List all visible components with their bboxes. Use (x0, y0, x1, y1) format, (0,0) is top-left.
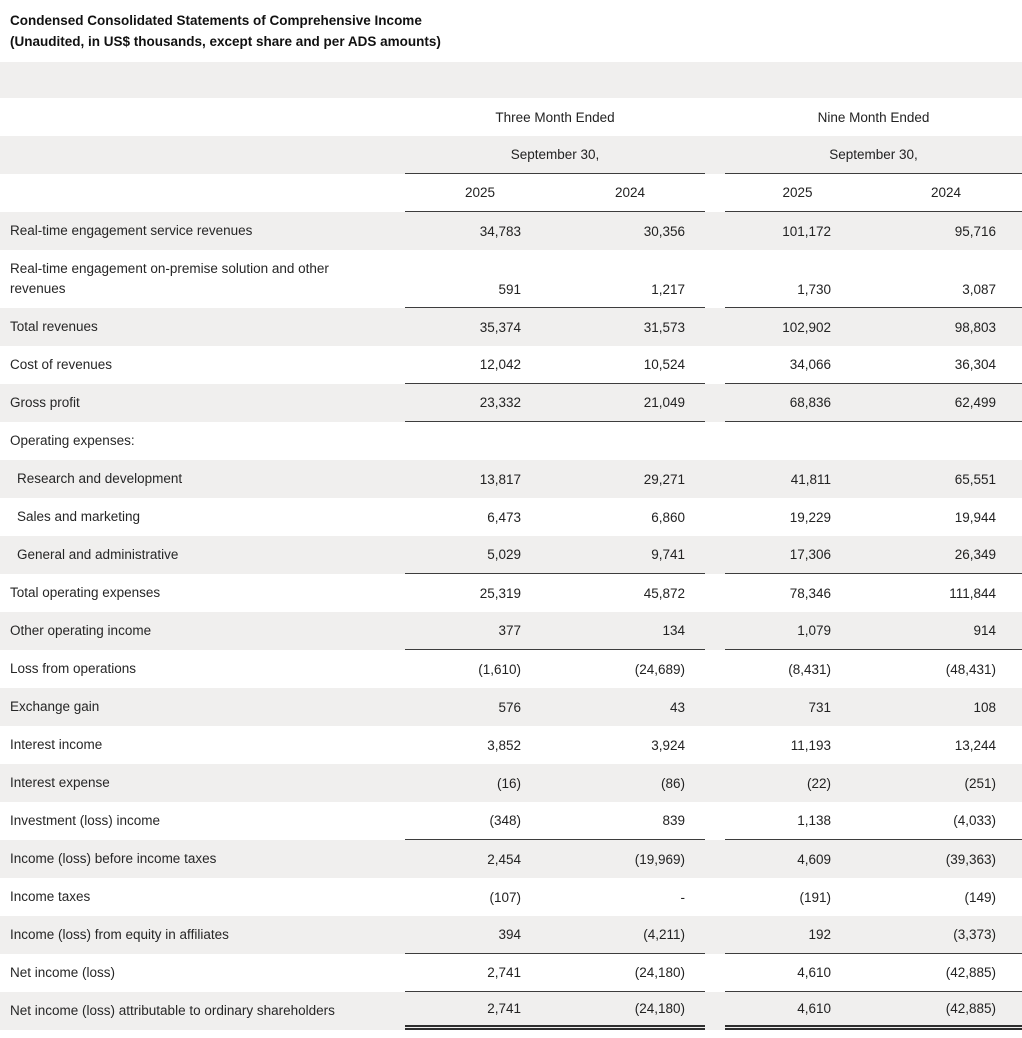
cell-value: (42,885) (870, 954, 1022, 992)
row-label: Gross profit (10, 395, 80, 410)
cell-value: 1,079 (725, 612, 870, 650)
cell-value: 4,609 (797, 851, 831, 867)
column-gap (705, 574, 725, 612)
cell-value: (24,180) (555, 992, 705, 1030)
cell-value: 3,087 (870, 250, 1022, 308)
table-row (0, 536, 1022, 574)
cell-value: (16) (496, 775, 521, 791)
cell-value: 41,811 (790, 471, 831, 487)
row-label: Sales and marketing (17, 509, 141, 524)
table-row (0, 688, 1022, 726)
cell-value: 34,783 (479, 223, 521, 239)
row-label: Total operating expenses (10, 585, 161, 600)
row-label: Net income (loss) attributable to ordinary shareholders (10, 1003, 335, 1018)
column-gap (705, 916, 725, 954)
cell-value: (4,211) (555, 916, 705, 954)
column-gap (705, 650, 725, 688)
cell-value: (19,969) (634, 851, 685, 867)
row-label: Income (loss) from equity in affiliates (10, 927, 229, 942)
document-title-block (0, 0, 1022, 62)
cell-value: 2,454 (487, 851, 521, 867)
row-label: Exchange gain (10, 699, 100, 714)
column-gap (705, 136, 725, 174)
column-gap (705, 384, 725, 422)
table-row (0, 954, 1022, 992)
cell-value: (48,431) (945, 661, 996, 677)
column-gap (705, 308, 725, 346)
cell-value: 591 (405, 250, 555, 308)
column-gap (705, 460, 725, 498)
cell-value: 3,924 (651, 737, 685, 753)
column-gap (705, 726, 725, 764)
table-row (0, 916, 1022, 954)
column-gap (705, 536, 725, 574)
cell-value: 111,844 (949, 585, 996, 601)
column-gap (705, 98, 725, 136)
cell-value: 13,817 (479, 471, 521, 487)
cell-value: 5,029 (405, 536, 555, 574)
year-header-empty (0, 174, 405, 212)
row-label: Real-time engagement service revenues (10, 223, 253, 238)
column-gap (705, 212, 725, 250)
row-label: Loss from operations (10, 661, 137, 676)
cell-value: 17,306 (725, 536, 870, 574)
cell-value: 45,872 (643, 585, 685, 601)
cell-value (870, 422, 1022, 460)
cell-value: 65,551 (954, 471, 996, 487)
cell-value: (4,033) (870, 802, 1022, 840)
column-gap (705, 840, 725, 878)
cell-value: 30,356 (643, 223, 685, 239)
period-header-three-month: Three Month Ended (495, 109, 615, 125)
cell-value: 43 (669, 699, 685, 715)
cell-value: 394 (405, 916, 555, 954)
table-row (0, 250, 1022, 308)
period-header-row (0, 98, 1022, 136)
cell-value: 62,499 (870, 384, 1022, 422)
cell-value: 98,803 (954, 319, 996, 335)
cell-value: 25,319 (479, 585, 521, 601)
date-header-row (0, 136, 1022, 174)
cell-value: 2,741 (405, 954, 555, 992)
cell-value: 914 (870, 612, 1022, 650)
cell-value: (39,363) (945, 851, 996, 867)
table-row (0, 726, 1022, 764)
cell-value: 839 (555, 802, 705, 840)
cell-value: 11,193 (790, 737, 831, 753)
table-row (0, 840, 1022, 878)
cell-value: 78,346 (789, 585, 831, 601)
column-gap (705, 422, 725, 460)
cell-value: 13,244 (954, 737, 996, 753)
column-gap (705, 346, 725, 384)
date-header-nine-month: September 30, (725, 136, 1022, 174)
cell-value: (3,373) (870, 916, 1022, 954)
row-label: Operating expenses: (10, 433, 135, 448)
table-row (0, 212, 1022, 250)
cell-value: 12,042 (405, 346, 555, 384)
cell-value: 576 (498, 699, 521, 715)
cell-value: 36,304 (870, 346, 1022, 384)
cell-value: 377 (405, 612, 555, 650)
cell-value: 23,332 (405, 384, 555, 422)
cell-value: 4,610 (725, 992, 870, 1030)
column-gap (705, 688, 725, 726)
cell-value: (149) (964, 889, 996, 905)
year-header-3m-2025: 2025 (405, 174, 555, 212)
cell-value: (1,610) (478, 661, 521, 677)
cell-value: 731 (808, 699, 831, 715)
row-label: Interest expense (10, 775, 110, 790)
table-row (0, 612, 1022, 650)
header-spacer-band (0, 62, 1022, 98)
cell-value: 134 (555, 612, 705, 650)
cell-value: 1,217 (555, 250, 705, 308)
cell-value: 2,741 (405, 992, 555, 1030)
table-row (0, 460, 1022, 498)
year-header-9m-2025: 2025 (725, 174, 870, 212)
row-label: Total revenues (10, 319, 98, 334)
cell-value: (348) (405, 802, 555, 840)
table-row (0, 878, 1022, 916)
column-gap (705, 954, 725, 992)
cell-value: 68,836 (725, 384, 870, 422)
cell-value: (22) (806, 775, 831, 791)
cell-value: 35,374 (479, 319, 521, 335)
row-label: General and administrative (17, 547, 179, 562)
cell-value (555, 422, 705, 460)
row-label: Income (loss) before income taxes (10, 851, 217, 866)
statement-subtitle: (Unaudited, in US$ thousands, except share and per ADS amounts) (10, 34, 441, 49)
row-label: Net income (loss) (10, 965, 116, 980)
cell-value: 21,049 (555, 384, 705, 422)
cell-value: 3,852 (487, 737, 521, 753)
cell-value: 9,741 (555, 536, 705, 574)
cell-value: 4,610 (725, 954, 870, 992)
cell-value: 10,524 (555, 346, 705, 384)
table-row (0, 650, 1022, 688)
cell-value (405, 422, 555, 460)
date-header-three-month: September 30, (405, 136, 705, 174)
table-row (0, 346, 1022, 384)
column-gap (705, 498, 725, 536)
column-gap (705, 174, 725, 212)
cell-value: 31,573 (643, 319, 685, 335)
table-body (0, 212, 1022, 1030)
cell-value: (24,180) (555, 954, 705, 992)
table-row (0, 384, 1022, 422)
row-label: Cost of revenues (10, 357, 113, 372)
cell-value: 102,902 (782, 319, 831, 335)
cell-value: 6,860 (651, 509, 685, 525)
table-row (0, 574, 1022, 612)
cell-value: 95,716 (954, 223, 996, 239)
cell-value: 19,229 (789, 509, 831, 525)
table-row (0, 802, 1022, 840)
cell-value: 1,138 (725, 802, 870, 840)
cell-value (725, 422, 870, 460)
table-row (0, 498, 1022, 536)
year-header-9m-2024: 2024 (870, 174, 1022, 212)
cell-value: 108 (973, 699, 996, 715)
table-row (0, 422, 1022, 460)
table-row (0, 992, 1022, 1030)
cell-value: 101,172 (782, 223, 831, 239)
period-header-nine-month: Nine Month Ended (817, 109, 930, 125)
cell-value: (8,431) (788, 661, 831, 677)
cell-value: 1,730 (725, 250, 870, 308)
cell-value: 6,473 (487, 509, 521, 525)
row-label: Income taxes (10, 889, 91, 904)
cell-value: 29,271 (643, 471, 685, 487)
year-header-3m-2024: 2024 (555, 174, 705, 212)
statement-title: Condensed Consolidated Statements of Comprehensive Income (10, 13, 422, 28)
cell-value: (107) (489, 889, 521, 905)
cell-value: (24,689) (634, 661, 685, 677)
cell-value: (191) (799, 889, 831, 905)
row-label: Research and development (17, 471, 183, 486)
row-label: Real-time engagement on-premise solution and other revenues (10, 261, 329, 296)
cell-value: 192 (725, 916, 870, 954)
table-row (0, 308, 1022, 346)
date-header-empty (0, 136, 405, 174)
cell-value: (251) (964, 775, 996, 791)
period-header-empty (0, 98, 405, 136)
row-label: Interest income (10, 737, 103, 752)
cell-value: 26,349 (870, 536, 1022, 574)
row-label: Investment (loss) income (10, 813, 161, 828)
column-gap (705, 250, 725, 308)
year-header-row (0, 174, 1022, 212)
table-row (0, 764, 1022, 802)
cell-value: - (680, 889, 685, 905)
column-gap (705, 764, 725, 802)
cell-value: 34,066 (725, 346, 870, 384)
column-gap (705, 612, 725, 650)
column-gap (705, 802, 725, 840)
row-label: Other operating income (10, 623, 152, 638)
cell-value: 19,944 (954, 509, 996, 525)
cell-value: (86) (660, 775, 685, 791)
column-gap (705, 878, 725, 916)
cell-value: (42,885) (870, 992, 1022, 1030)
column-gap (705, 992, 725, 1030)
